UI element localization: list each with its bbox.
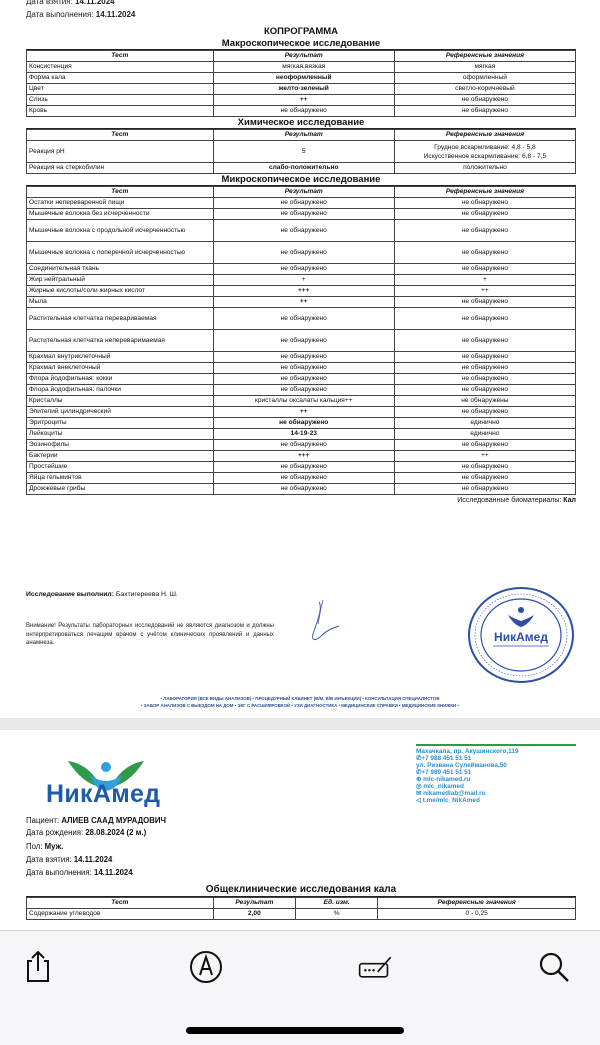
cell-test: Соединительная ткань: [27, 264, 214, 275]
date-done-2-line: [26, 868, 133, 877]
cell-test: Эритроциты: [27, 418, 214, 429]
cell-result: не обнаружено: [213, 473, 394, 484]
cell-ref: не обнаружено: [394, 484, 575, 495]
table-row: [27, 352, 576, 363]
section-title: Макроскопическое исследование: [26, 38, 576, 50]
cell-result: неоформленный: [213, 73, 394, 84]
cell-result: желто-зеленый: [213, 84, 394, 95]
cell-ref: оформленный: [394, 73, 575, 84]
table-row: [27, 73, 576, 84]
cell-ref: не обнаружено: [394, 407, 575, 418]
markup-icon[interactable]: [188, 949, 224, 985]
cell-ref-line: Искусственное вскармливание: 6,8 - 7,5: [423, 152, 547, 160]
header-ref: Референсные значения: [394, 51, 575, 62]
date-taken-line: [26, 0, 115, 6]
cell-ref: не обнаружено: [394, 198, 575, 209]
cell-test: Слизь: [27, 95, 214, 106]
cell-test: Жирные кислоты/соли жирных кислот: [27, 286, 214, 297]
cell-test: Дрожжевые грибы: [27, 484, 214, 495]
cell-result: ++: [213, 95, 394, 106]
table-row: [27, 209, 576, 220]
header-unit: Ед. изм.: [296, 898, 378, 909]
cell-result: не обнаружено: [213, 330, 394, 352]
cell-ref: +: [394, 275, 575, 286]
report-sections: [26, 38, 576, 495]
table-row: [27, 84, 576, 95]
home-indicator[interactable]: [186, 1027, 404, 1034]
cell-result: +++: [213, 451, 394, 462]
cell-test: Крахмал внеклеточный: [27, 363, 214, 374]
general-stool-report: [26, 884, 576, 920]
table-row: [27, 440, 576, 451]
cell-ref: не обнаружено: [394, 308, 575, 330]
table-header-row: [27, 187, 576, 198]
cell-test: Содержание углеводов: [27, 909, 214, 920]
dob-label: Дата рождения:: [26, 828, 84, 837]
table-row: [27, 462, 576, 473]
cell-result: не обнаружено: [213, 209, 394, 220]
cell-test: Лейкоциты: [27, 429, 214, 440]
table-row: [27, 297, 576, 308]
cell-result: не обнаружено: [213, 352, 394, 363]
header-result: Результат: [213, 130, 394, 141]
date-done-2-label: Дата выполнения:: [26, 868, 92, 877]
cell-test: Растительная клетчатка непереваримаемая: [27, 330, 214, 352]
cell-ref-line: Грудное вскармливание: 4,8 - 5,8: [434, 143, 536, 151]
cell-result: не обнаружено: [213, 440, 394, 451]
cell-ref: не обнаружено: [394, 363, 575, 374]
table-row: [27, 95, 576, 106]
cell-result: не обнаружено: [213, 462, 394, 473]
general-stool-table: [26, 897, 576, 920]
header-test: Тест: [27, 187, 214, 198]
cell-ref: не обнаружено: [394, 374, 575, 385]
date-taken-value: 14.11.2024: [75, 0, 115, 6]
contact-line: Махачкала, пр. Акушинского,119: [416, 748, 519, 755]
stamp-text: НикАмед: [494, 630, 548, 644]
cell-ref: не обнаружено: [394, 95, 575, 106]
table-row: [27, 308, 576, 330]
table-header-row: [27, 51, 576, 62]
table-row: [27, 418, 576, 429]
table-row: [27, 275, 576, 286]
cell-test: Флора йодофильная: кокки: [27, 374, 214, 385]
contact-line: ✆+7 988 451 51 51: [416, 755, 472, 762]
cell-ref: не обнаружены: [394, 396, 575, 407]
cell-result: ++: [213, 407, 394, 418]
cell-result: кристаллы оксалаты кальция++: [213, 396, 394, 407]
contact-line: ⊕ mlc-nikamed.ru: [416, 776, 471, 783]
cell-test: Мышечные волокна без исчерченности: [27, 209, 214, 220]
date-done-value: 14.11.2024: [95, 10, 136, 19]
cell-test: Бактерии: [27, 451, 214, 462]
table-header-row: [27, 130, 576, 141]
services-line-1: • ЛАБОРАТОРИЯ (ВСЕ ВИДЫ АНАЛИЗОВ) • ПРОЦЕДУРНЫЙ КАБИНЕТ (В/М, В/В ИНЪЕКЦИИ) • КОНСУЛЬТАЦИЯ СПЕЦИАЛИСТОВ: [160, 696, 440, 701]
header-test: Тест: [27, 51, 214, 62]
table-row: [27, 473, 576, 484]
cell-result: не обнаружено: [213, 374, 394, 385]
cell-test: Форма кала: [27, 73, 214, 84]
dob-value: 28.08.2024 (2 м.): [85, 828, 147, 837]
contact-line: ✉ nikamedlab@mail.ru: [416, 790, 486, 797]
cell-result: 14-19-23: [213, 429, 394, 440]
cell-ref: не обнаружено: [394, 352, 575, 363]
cell-test: Яйца гельминтов: [27, 473, 214, 484]
cell-result: 5: [213, 141, 394, 163]
cell-test: Мышечные волокна с продольной исчерченностью: [27, 220, 214, 242]
cell-result: 2,00: [213, 909, 295, 920]
biomaterial-label: Исследованные биоматериалы:: [457, 497, 562, 504]
signature-image: [305, 598, 355, 646]
signature-icon[interactable]: [358, 949, 394, 985]
sex-line: [26, 842, 63, 851]
viewer-toolbar: [0, 930, 600, 1045]
biomaterial-value: Кал: [563, 497, 576, 504]
cell-ref: ++: [394, 286, 575, 297]
date-taken-label: Дата взятия:: [26, 0, 73, 6]
cell-ref: не обнаружено: [394, 385, 575, 396]
cell-ref: единично: [394, 429, 575, 440]
patient-label: Пациент:: [26, 816, 60, 825]
cell-result: не обнаружено: [213, 418, 394, 429]
table-row: [27, 374, 576, 385]
contact-line: ✆+7 989 451 51 51: [416, 769, 472, 776]
cell-ref: не обнаружено: [394, 440, 575, 451]
date-taken-2-line: [26, 855, 112, 864]
cell-test: Кровь: [27, 106, 214, 117]
cell-result: не обнаружено: [213, 308, 394, 330]
header-test: Тест: [27, 130, 214, 141]
table-row: [27, 330, 576, 352]
cell-ref: не обнаружено: [394, 330, 575, 352]
section-title: Химическое исследование: [26, 117, 576, 129]
header-ref: Референсные значения: [378, 898, 576, 909]
cell-test: Жир нейтральный: [27, 275, 214, 286]
cell-result: не обнаружено: [213, 363, 394, 374]
document-page-2: [0, 730, 600, 930]
header-test: Тест: [27, 898, 214, 909]
table-row: [27, 396, 576, 407]
table-row: [27, 451, 576, 462]
cell-test: Мыла: [27, 297, 214, 308]
table-row: [27, 407, 576, 418]
cell-test: Растительная клетчатка перевариваемая: [27, 308, 214, 330]
coprogram-report: [26, 26, 576, 504]
cell-unit: %: [296, 909, 378, 920]
header-ref: Референсные значения: [394, 187, 575, 198]
share-icon[interactable]: [20, 949, 56, 985]
cell-result: не обнаружено: [213, 242, 394, 264]
table-row: [27, 385, 576, 396]
cell-result: не обнаружено: [213, 198, 394, 209]
section-title-general: Общеклинические исследования кала: [26, 884, 576, 897]
results-table: [26, 50, 576, 117]
cell-ref: светло-коричневый: [394, 84, 575, 95]
cell-test: Реакция на стеркобилин: [27, 163, 214, 174]
cell-ref: мягкая: [394, 62, 575, 73]
cell-result: +: [213, 275, 394, 286]
cell-ref: ++: [394, 451, 575, 462]
sex-value: Муж.: [44, 842, 64, 851]
cell-result: не обнаружено: [213, 484, 394, 495]
table-header-row: [27, 898, 576, 909]
cell-ref: не обнаружено: [394, 462, 575, 473]
section-title: Микроскопическое исследование: [26, 174, 576, 186]
date-done-label: Дата выполнения:: [26, 10, 94, 19]
date-done-2-value: 14.11.2024: [93, 868, 133, 877]
header-result: Результат: [213, 898, 295, 909]
cell-result: +++: [213, 286, 394, 297]
cell-ref: не обнаружено: [394, 209, 575, 220]
table-row: [27, 429, 576, 440]
cell-test: Эпителий цилиндрический: [27, 407, 214, 418]
cell-result: не обнаружено: [213, 220, 394, 242]
table-row: [27, 242, 576, 264]
header-ref: Референсные значения: [394, 130, 575, 141]
cell-ref: [394, 141, 575, 163]
table-row: [27, 141, 576, 163]
date-taken-2-label: Дата взятия:: [26, 855, 72, 864]
performed-by-line: [26, 591, 178, 598]
cell-ref: не обнаружено: [394, 106, 575, 117]
report-title: КОПРОГРАММА: [263, 26, 339, 37]
cell-test: Реакция pH: [27, 141, 214, 163]
table-row: [27, 286, 576, 297]
contact-line: ◎ mlc_nikamed: [416, 783, 464, 790]
table-row: [27, 198, 576, 209]
cell-ref: не обнаружено: [394, 297, 575, 308]
biomaterial-line: [26, 497, 576, 504]
cell-ref: единично: [394, 418, 575, 429]
cell-test: Эозинофилы: [27, 440, 214, 451]
table-row: [27, 363, 576, 374]
patient-line: [26, 816, 166, 825]
header-result: Результат: [213, 187, 394, 198]
cell-ref: не обнаружено: [394, 473, 575, 484]
cell-result: слабо-положительно: [213, 163, 394, 174]
table-row: [27, 62, 576, 73]
cell-result: не обнаружено: [213, 264, 394, 275]
cell-result: ++: [213, 297, 394, 308]
table-row: [27, 106, 576, 117]
table-row: [27, 909, 576, 920]
cell-ref: не обнаружено: [394, 220, 575, 242]
services-line-2: • ЗАБОР АНАЛИЗОВ С ВЫЕЗДОМ НА ДОМ • ЭКГ С РАСШИФРОВКОЙ • УЗИ ДИАГНОСТИКА • МЕДИЦИНСКИЕ СПРАВКИ • МЕДИЦИНСКИЕ КНИЖКИ •: [141, 703, 459, 708]
results-table: [26, 129, 576, 174]
brand-name: НикАмед: [46, 780, 161, 808]
clinic-contacts: [416, 744, 576, 804]
page-separator: [0, 718, 600, 730]
cell-ref: не обнаружено: [394, 264, 575, 275]
patient-value: АЛИЕВ СААД МУРАДОВИЧ: [61, 816, 166, 825]
cell-ref: не обнаружено: [394, 242, 575, 264]
results-table: [26, 186, 576, 495]
header-result: Результат: [213, 51, 394, 62]
cell-ref: 0 - 0,25: [378, 909, 576, 920]
cell-test: Остатки непереваренной пищи: [27, 198, 214, 209]
cell-result: не обнаружено: [213, 385, 394, 396]
cell-test: Кристаллы: [27, 396, 214, 407]
cell-test: Простейшие: [27, 462, 214, 473]
cell-test: Крахмал внутриклеточный: [27, 352, 214, 363]
performed-by-value: Бахтигереева Н. Ш.: [115, 591, 178, 598]
cell-result: мягкая,вязкая: [213, 62, 394, 73]
dob-line: [26, 828, 146, 837]
performed-by-label: Исследование выполнил:: [26, 591, 114, 598]
cell-result: не обнаружено: [213, 106, 394, 117]
table-row: [27, 264, 576, 275]
table-row: [27, 220, 576, 242]
cell-test: Мышечные волокна с поперечной исчерченностью: [27, 242, 214, 264]
search-icon[interactable]: [536, 949, 572, 985]
contact-line: ◁ t.me/mlc_NikAmed: [416, 797, 480, 804]
cell-ref: положительно: [394, 163, 575, 174]
sex-label: Пол:: [26, 842, 43, 851]
cell-test: Цвет: [27, 84, 214, 95]
warning-note: Внимание! Результаты лабораторных исследований не являются диагнозом и должны интерпретироваться лечащим врачом с учётом клинических проявлений и данных анамнеза.: [26, 623, 274, 646]
clinic-stamp: [466, 585, 576, 685]
date-done-line: [26, 10, 135, 19]
date-taken-2-value: 14.11.2024: [73, 855, 113, 864]
cell-test: Консистенция: [27, 62, 214, 73]
table-row: [27, 163, 576, 174]
contact-line: ул. Ризвана Сулейманова,50: [416, 762, 507, 769]
table-row: [27, 484, 576, 495]
cell-test: Флора йодофильная: палочки: [27, 385, 214, 396]
